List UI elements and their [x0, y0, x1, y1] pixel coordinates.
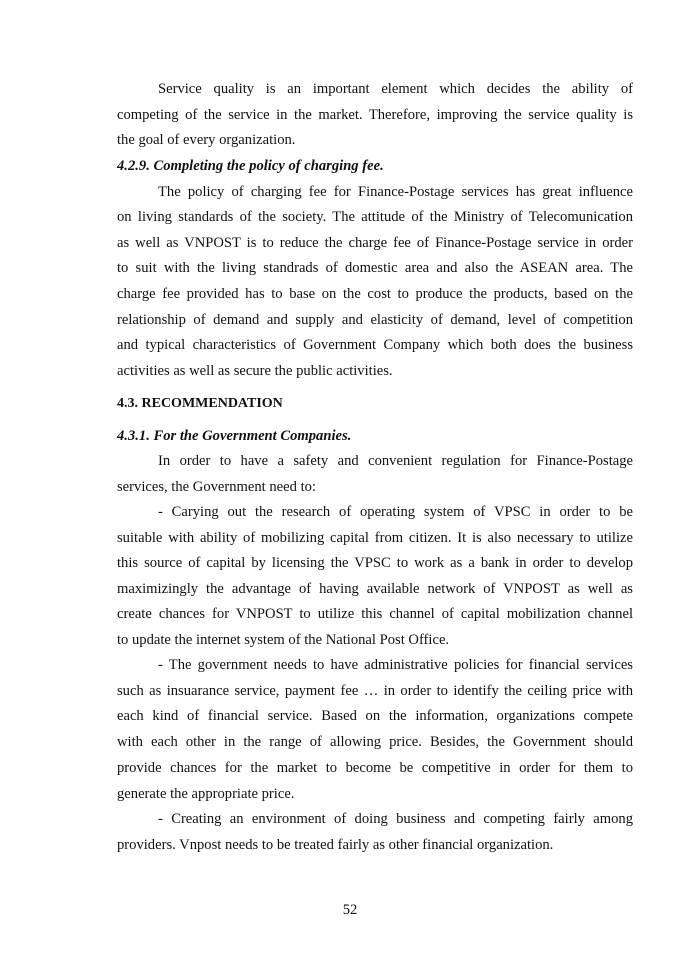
subsection-heading: 4.3.1. For the Government Companies. [117, 428, 352, 444]
paragraph-line: maximizingly the advantage of having available network of VNPOST as well as [117, 581, 633, 597]
paragraph-line: suitable with ability of mobilizing capital from citizen. It is also necessary to utilize [117, 530, 633, 546]
paragraph-line: with each other in the range of allowing price. Besides, the Government should [117, 734, 633, 750]
paragraph-line: activities as well as secure the public activities. [117, 363, 393, 379]
paragraph-line: generate the appropriate price. [117, 786, 295, 802]
paragraph-line: each kind of financial service. Based on the information, organizations compete [117, 708, 633, 724]
paragraph-line: In order to have a safety and convenient regulation for Finance-Postage [158, 453, 633, 469]
paragraph-line: as well as VNPOST is to reduce the charge fee of Finance-Postage service in order [117, 235, 633, 251]
paragraph-line: create chances for VNPOST to utilize this channel of capital mobilization channel [117, 606, 633, 622]
paragraph-line: competing of the service in the market. Therefore, improving the service quality is [117, 107, 633, 123]
paragraph-line: to suit with the living standrads of domestic area and also the ASEAN area. The [117, 260, 633, 276]
paragraph-line: on living standards of the society. The attitude of the Ministry of Telecomunication [117, 209, 633, 225]
paragraph-line: such as insuarance service, payment fee … in order to identify the ceiling price with [117, 683, 633, 699]
paragraph-line: - The government needs to have administrative policies for financial services [158, 657, 633, 673]
paragraph-line: charge fee provided has to base on the cost to produce the products, based on the [117, 286, 633, 302]
paragraph-line: relationship of demand and supply and elasticity of demand, level of competition [117, 312, 633, 328]
paragraph-line: - Creating an environment of doing business and competing fairly among [158, 811, 633, 827]
paragraph-line: Service quality is an important element which decides the ability of [158, 81, 633, 97]
paragraph-line: The policy of charging fee for Finance-Postage services has great influence [158, 184, 633, 200]
section-heading: 4.3. RECOMMENDATION [117, 396, 283, 411]
paragraph-line: services, the Government need to: [117, 479, 316, 495]
paragraph-line: to update the internet system of the National Post Office. [117, 632, 450, 648]
paragraph-line: this source of capital by licensing the VPSC to work as a bank in order to develop [117, 555, 633, 571]
paragraph-line: provide chances for the market to become be competitive in order for them to [117, 760, 633, 776]
page-number: 52 [342, 902, 358, 918]
paragraph-line: - Carying out the research of operating system of VPSC in order to be [158, 504, 633, 520]
paragraph-line: providers. Vnpost needs to be treated fairly as other financial organization. [117, 837, 554, 853]
paragraph-line: and typical characteristics of Government Company which both does the business [117, 337, 633, 353]
paragraph-line: the goal of every organization. [117, 132, 296, 148]
subsection-heading: 4.2.9. Completing the policy of charging fee. [117, 158, 384, 174]
